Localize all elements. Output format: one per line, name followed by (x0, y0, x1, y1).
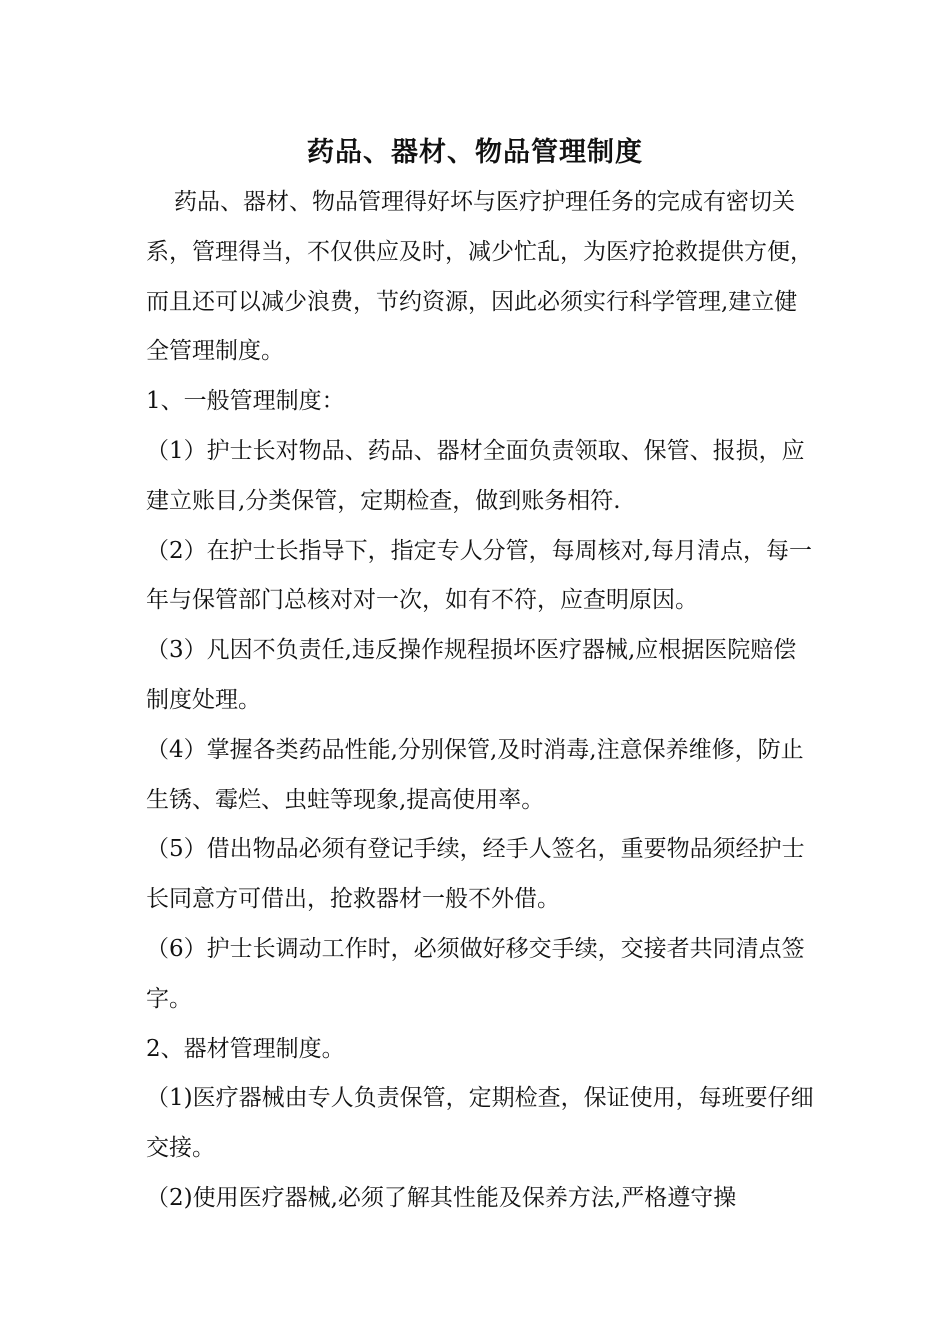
document-body (146, 178, 816, 1224)
general-rule-2: （2）在护士长指导下，指定专人分管，每周核对,每月清点，每一年与保管部门总核对对一次，如有不符，应查明原因。 (146, 537, 812, 614)
general-rule-4: （4）掌握各类药品性能,分别保管,及时消毒,注意保养维修，防止生锈、霉烂、虫蛀等现象,提高使用率。 (146, 736, 804, 813)
general-rule-3: （3）凡因不负责任,违反操作规程损坏医疗器械,应根据医院赔偿制度处理。 (146, 637, 797, 713)
equipment-rule-2: （2)使用医疗器械,必须了解其性能及保养方法,严格遵守操 (146, 1184, 737, 1211)
general-rule-6: （6）护士长调动工作时，必须做好移交手续，交接者共同清点签字。 (146, 935, 805, 1012)
document-title: 药品、器材、物品管理制度 (307, 137, 643, 168)
equipment-rule-1: （1)医疗器械由专人负责保管，定期检查，保证使用，每班要仔细交接。 (146, 1085, 814, 1162)
section-heading-general: 1、一般管理制度： (146, 388, 345, 415)
intro-paragraph: 药品、器材、物品管理得好坏与医疗护理任务的完成有密切关系，管理得当，不仅供应及时，减少忙乱，为医疗抢救提供方便，而且还可以减少浪费，节约资源，因此必须实行科学管理,建立健全管理制度。 (146, 189, 813, 365)
general-rule-1: （1）护士长对物品、药品、器材全面负责领取、保管、报损，应建立账目,分类保管，定期检查，做到账务相符. (146, 437, 805, 514)
general-rule-5: （5）借出物品必须有登记手续，经手人签名，重要物品须经护士长同意方可借出，抢救器材一般不外借。 (146, 836, 805, 913)
section-heading-equipment: 2、器材管理制度。 (146, 1035, 345, 1062)
